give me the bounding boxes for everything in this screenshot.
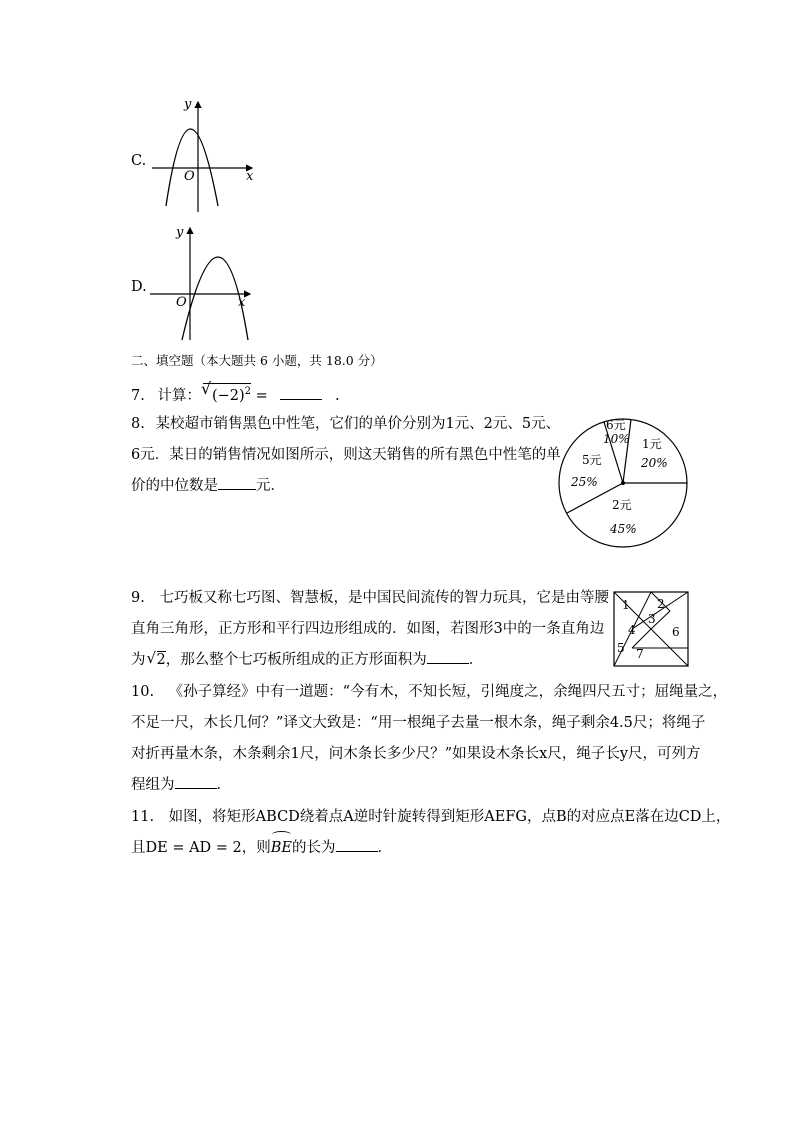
question-8-line-1 [131,413,560,435]
question-text: 的长为 [292,840,336,856]
question-text: 为 [131,652,146,668]
question-text: 某校超市销售黑色中性笔，它们的单价分别为1元、2元、5元、 [155,416,561,432]
question-10-line-3: 对折再量木条，木条剩余1尺，问木条长多少尺？”如果设木条长x尺，绳子长y尺，可列方 [131,746,701,762]
question-number: 10. [131,684,155,700]
option-c-label: C. [131,153,147,169]
option-c-graph [148,96,260,214]
radicand: (−2) [211,387,245,404]
slice-pct-2: 45% [610,522,637,536]
period: ． [468,652,484,668]
answer-blank[interactable] [175,774,217,789]
x-axis-label: x [246,169,254,184]
x-axis-label: x [238,295,246,310]
question-10-line-4 [131,774,231,796]
origin-label: O [184,169,195,184]
question-number: 11. [131,809,155,825]
question-8-line-3 [131,475,285,497]
question-text: 且DE = AD = 2，则 [131,840,271,856]
question-text: 如图，将矩形ABCD绕着点A逆时针旋转得到矩形AEFG，点B的对应点E落在边CD上， [168,809,731,825]
question-text: 《孙子算经》中有一道题：“今有木，不知长短，引绳度之，余绳四尺五寸；屈绳量之， [168,684,728,700]
section-2-heading: 二、填空题（本大题共 6 小题，共 18.0 分） [131,353,383,368]
slice-pct-5: 25% [571,475,598,489]
option-d-label: D. [131,279,147,295]
answer-blank[interactable] [280,385,322,400]
slice-pct-1: 20% [641,456,668,470]
period: . [335,387,340,404]
piece-label-3: 3 [648,612,656,626]
question-text: 七巧板又称七巧图、智慧板，是中国民间流传的智力玩具，它是由等腰 [159,590,609,606]
slice-label-2: 2元 [612,498,632,512]
radicand: 2 [156,652,166,668]
question-number: 7. [131,387,145,404]
question-11-line-1 [131,806,730,828]
question-10-line-2: 不足一尺，木长几何？”译文大致是：“用一根绳子去量一根木条，绳子剩余4.5尺；将绳子 [131,715,706,731]
answer-blank[interactable] [218,475,256,490]
arc-be [271,837,292,859]
slice-label-5: 5元 [582,453,602,467]
question-text: ，那么整个七巧板所组成的正方形面积为 [165,652,427,668]
question-9-line-2: 直角三角形，正方形和平行四边形组成的．如图，若图形3中的一条直角边 [131,621,605,637]
pie-center [621,481,625,485]
question-text: 元． [256,478,285,494]
equals-sign: = [255,387,268,404]
piece-label-2: 2 [657,597,665,611]
period: ． [377,840,393,856]
slice-pct-6: 10% [603,432,630,446]
piece-label-7: 7 [636,647,644,661]
tangram-figure [612,590,690,668]
option-d-graph [146,222,258,342]
y-axis-label: y [184,97,192,112]
question-7 [131,379,340,407]
piece-label-5: 5 [617,641,625,655]
piece-label-1: 1 [622,598,630,612]
answer-blank[interactable] [336,837,378,852]
sales-pie-chart [556,416,692,552]
question-text: 计算： [157,387,201,404]
question-text: 价的中位数是 [131,478,218,494]
slice-label-6: 6元 [606,418,626,432]
question-10-line-1 [131,681,727,703]
origin-label: O [176,295,187,310]
slice-label-1: 1元 [642,437,662,451]
arc-label: BE [270,840,293,856]
question-number: 9. [131,590,145,606]
sqrt-expression: √ $(-2)^2$ [200,379,252,404]
piece-label-4: 4 [628,623,636,637]
piece-label-6: 6 [672,625,680,639]
period: ． [216,777,231,793]
answer-blank[interactable] [427,649,469,664]
question-9-line-1 [131,587,609,609]
sqrt-expression: √ 2 [146,649,166,668]
y-axis-label: y [176,225,184,240]
question-9-line-3 [131,649,483,671]
question-11-line-2 [131,837,392,859]
question-number: 8. [131,416,145,432]
question-text: 程组为 [131,777,175,793]
exponent: 2 [244,386,252,397]
question-8-line-2: 6元．某日的销售情况如图所示，则这天销售的所有黑色中性笔的单 [131,447,561,463]
